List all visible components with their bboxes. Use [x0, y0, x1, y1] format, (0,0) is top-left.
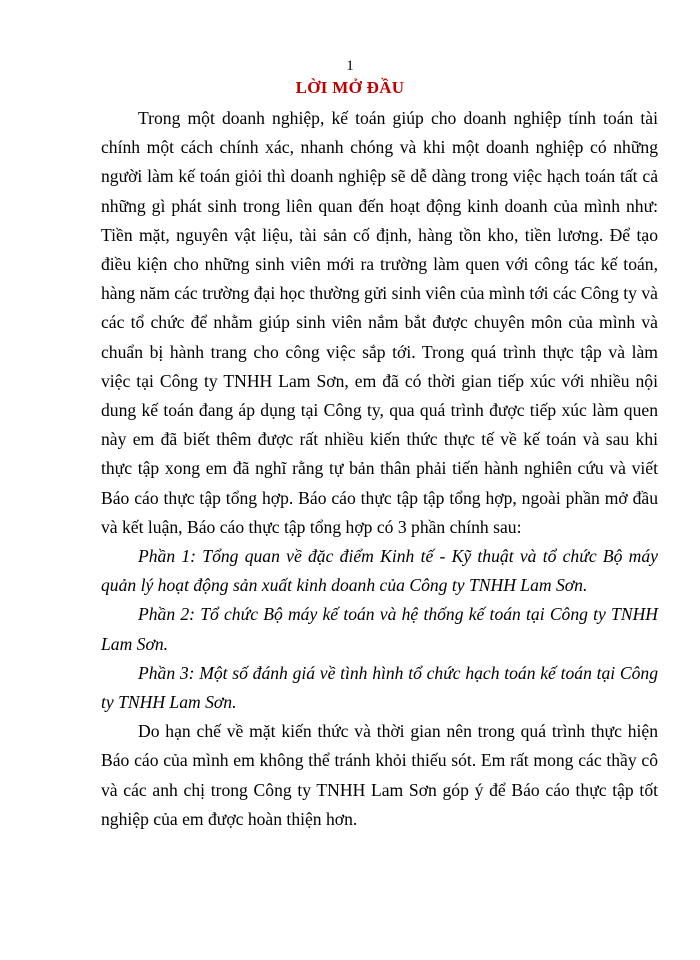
paragraph-intro: Trong một doanh nghiệp, kế toán giúp cho doanh nghiệp tính toán tài chính một cách chính xác, nhanh chóng và khi một doanh nghiệp có những người làm kế toán giỏi thì doanh nghiệp sẽ dễ dàng trong việc hạch toán tất cả những gì phát sinh trong liên quan đến hoạt động kinh doanh của mình như: Tiền mặt, nguyên vật liệu, tài sản cố định, hàng tồn kho, tiền lương. Để tạo điều kiện cho những sinh viên mới ra trường làm quen với công tác kế toán, hàng năm các trường đại học thường gửi sinh viên của mình tới các Công ty và các tổ chức để nhằm giúp sinh viên nắm bắt được chuyên môn của mình và chuẩn bị hành trang cho công việc sắp tới. Trong quá trình thực tập và làm việc tại Công ty TNHH Lam Sơn, em đã có thời gian tiếp xúc với nhiều nội dung kế toán đang áp dụng tại Công ty, qua quá trình được tiếp xúc làm quen này em đã biết thêm được rất nhiều kiến thức thực tế về kế toán và sau khi thực tập xong em đã nghĩ rằng tự bản thân phải tiến hành nghiên cứu và viết Báo cáo thực tập tổng hợp. Báo cáo thực tập tập tổng hợp, ngoài phần mở đầu và kết luận, Báo cáo thực tập tổng hợp có 3 phần chính sau:: [101, 108, 658, 537]
document-body: [101, 104, 658, 834]
paragraph-part-1: Phần 1: Tổng quan về đặc điểm Kinh tế - Kỹ thuật và tổ chức Bộ máy quản lý hoạt động sản xuất kinh doanh của Công ty TNHH Lam Sơn.: [101, 546, 658, 596]
paragraph-part-3: Phần 3: Một số đánh giá về tình hình tổ chức hạch toán kế toán tại Công ty TNHH Lam Sơn.: [101, 662, 658, 713]
page-title: LỜI MỞ ĐẦU: [295, 78, 405, 97]
page-number: 1: [346, 58, 354, 74]
paragraph-closing: Do hạn chế về mặt kiến thức và thời gian nên trong quá trình thực hiện Báo cáo của mình em không thể tránh khỏi thiếu sót. Em rất mong các thầy cô và các anh chị trong Công ty TNHH Lam Sơn góp ý để Báo cáo thực tập tốt nghiệp của em được hoàn thiện hơn.: [101, 721, 658, 829]
paragraph-part-2: Phần 2: Tổ chức Bộ máy kế toán và hệ thống kế toán tại Công ty TNHH Lam Sơn.: [101, 604, 658, 654]
